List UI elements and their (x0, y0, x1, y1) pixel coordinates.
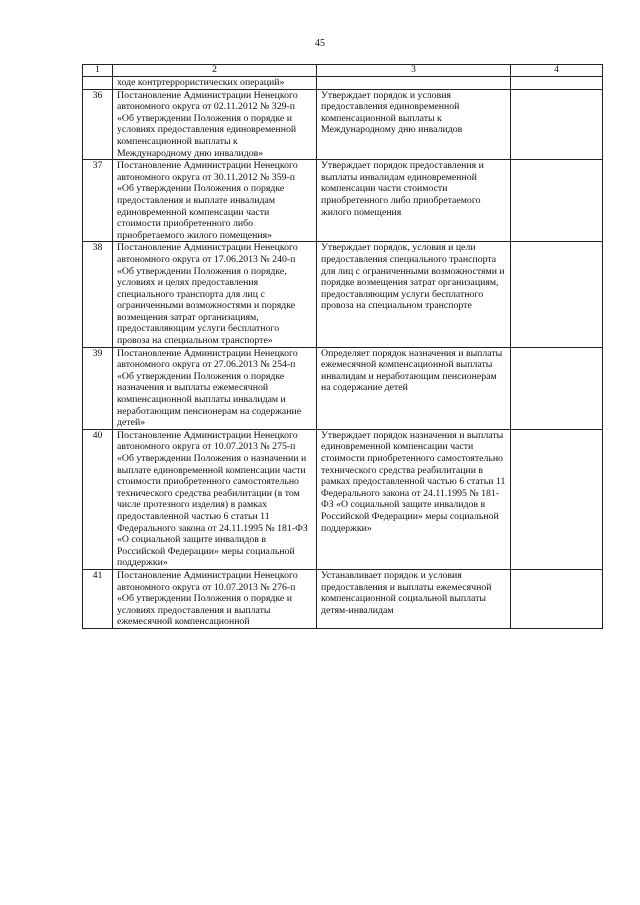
header-col-2: 2 (113, 65, 317, 77)
row-purpose: Утверждает порядок и условия предоставления единовременной компенсационной выплаты к Международному дню инвалидов (317, 89, 511, 160)
row-purpose: Утверждает порядок предоставления и выплаты инвалидам единовременной компенсации части стоимости приобретенного либо приобретаемого жилого помещения (317, 160, 511, 242)
acts-table (82, 64, 603, 629)
row-number: 41 (83, 569, 113, 628)
table-row (83, 89, 603, 160)
row-number (83, 77, 113, 90)
row-act: ходе контртеррористических операций» (113, 77, 317, 90)
row-note (511, 160, 603, 242)
row-purpose: Утверждает порядок назначения и выплаты единовременной компенсации части стоимости приобретенного самостоятельно технического средства реабилитации в рамках предоставленной частью 6 статьи 11 Федерального закона от 24.11.1995 № 181-ФЗ «О социальной защите инвалидов в Российской Федерации» меры социальной поддержки» (317, 429, 511, 569)
row-act: Постановление Администрации Ненецкого автономного округа от 10.07.2013 № 275-п «Об утверждении Положения о назначении и выплате единовременной компенсации части стоимости приобретенного самостоятельно технического средства реабилитации (в том числе протезного изделия) в рамках предоставленной частью 6 статьи 11 Федерального закона от 24.11.1995 № 181-ФЗ «О социальной защите инвалидов в Российской Федерации» меры социальной поддержки» (113, 429, 317, 569)
table-row (83, 242, 603, 347)
row-note (511, 77, 603, 90)
page-number: 45 (315, 38, 325, 49)
row-purpose (317, 77, 511, 90)
row-act: Постановление Администрации Ненецкого автономного округа от 27.06.2013 № 254-п «Об утверждении Положения о порядке назначения и выплаты ежемесячной компенсационной выплаты инвалидам и неработающим пенсионерам на содержание детей» (113, 347, 317, 429)
row-number: 37 (83, 160, 113, 242)
row-note (511, 242, 603, 347)
header-col-3: 3 (317, 65, 511, 77)
row-purpose: Утверждает порядок, условия и цели предоставления специального транспорта для лиц с ограниченными возможностями и порядке возмещения затрат организациям, предоставляющим услуги бесплатного провоза на специальном транспорте (317, 242, 511, 347)
row-number: 36 (83, 89, 113, 160)
row-act: Постановление Администрации Ненецкого автономного округа от 30.11.2012 № 359-п «Об утверждении Положения о порядке предоставления и выплате инвалидам единовременной компенсации части стоимости приобретенного либо приобретаемого жилого помещения» (113, 160, 317, 242)
table-row (83, 347, 603, 429)
row-act: Постановление Администрации Ненецкого автономного округа от 17.06.2013 № 240-п «Об утверждении Положения о порядке, условиях и целях предоставления специального транспорта для лиц с ограниченными возможностями и порядке возмещения затрат организациям, предоставляющим услуги бесплатного провоза на специальном транспорте» (113, 242, 317, 347)
row-note (511, 569, 603, 628)
header-col-1: 1 (83, 65, 113, 77)
row-act: Постановление Администрации Ненецкого автономного округа от 10.07.2013 № 276-п «Об утверждении Положения о порядке и условиях предоставления и выплаты ежемесячной компенсационной (113, 569, 317, 628)
table-row (83, 160, 603, 242)
table-row-continuation (83, 77, 603, 90)
row-note (511, 347, 603, 429)
table-row (83, 429, 603, 569)
row-number: 40 (83, 429, 113, 569)
table-header-row (83, 65, 603, 77)
row-note (511, 89, 603, 160)
row-purpose: Определяет порядок назначения и выплаты ежемесячной компенсационной выплаты инвалидам и неработающим пенсионерам на содержание детей (317, 347, 511, 429)
header-col-4: 4 (511, 65, 603, 77)
row-purpose: Устанавливает порядок и условия предоставления и выплаты ежемесячной компенсационной социальной выплаты детям-инвалидам (317, 569, 511, 628)
row-act: Постановление Администрации Ненецкого автономного округа от 02.11.2012 № 329-п «Об утверждении Положения о порядке и условиях предоставления единовременной компенсационной выплаты к Международному дню инвалидов» (113, 89, 317, 160)
table-row (83, 569, 603, 628)
row-number: 38 (83, 242, 113, 347)
row-number: 39 (83, 347, 113, 429)
row-note (511, 429, 603, 569)
